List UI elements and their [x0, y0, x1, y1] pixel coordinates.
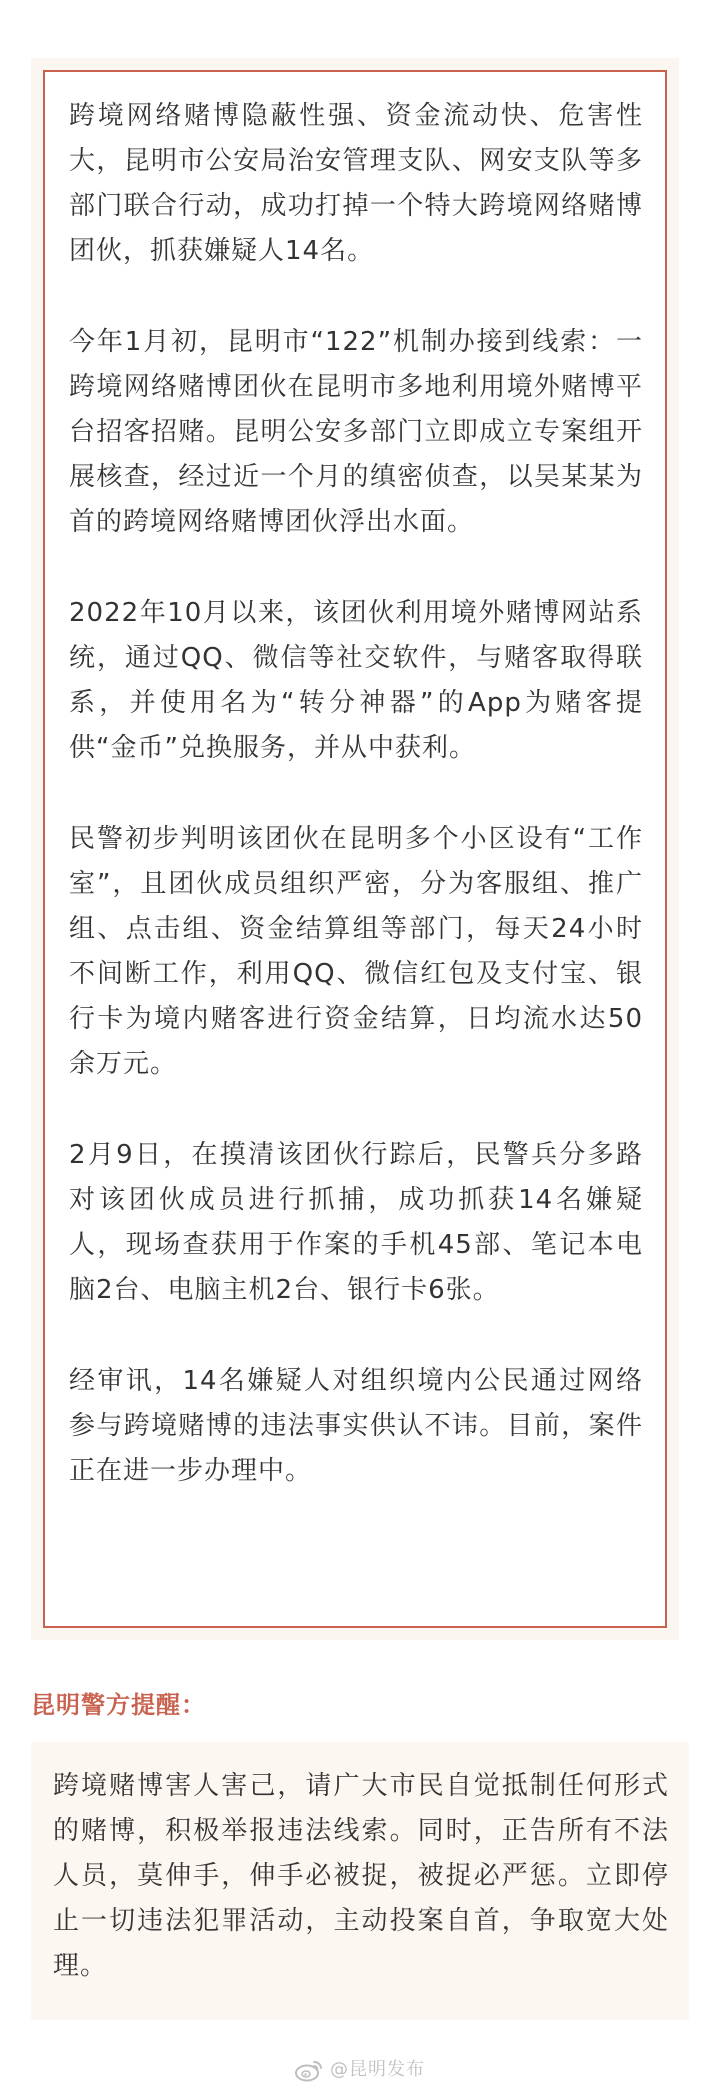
article-panel [31, 58, 679, 1640]
watermark-text: @昆明发布 [330, 2059, 425, 2080]
article-paragraph-5: 2月9日，在摸清该团伙行踪后，民警兵分多路对该团伙成员进行抓捕，成功抓获14名嫌疑人，现场查获用于作案的手机45部、笔记本电脑2台、电脑主机2台、银行卡6张。 [69, 1140, 643, 1305]
article-paragraph-3: 2022年10月以来，该团伙利用境外赌博网站系统，通过QQ、微信等社交软件，与赌客取得联系，并使用名为“转分神器”的App为赌客提供“金币”兑换服务，并从中获利。 [69, 598, 643, 763]
article-paragraph-4: 民警初步判明该团伙在昆明多个小区设有“工作室”，且团伙成员组织严密，分为客服组、推广组、点击组、资金结算组等部门，每天24小时不间断工作，利用QQ、微信红包及支付宝、银行卡为境内赌客进行资金结算，日均流水达50余万元。 [69, 824, 643, 1079]
reminder-title: 昆明警方提醒： [31, 1691, 206, 1719]
article-paragraph-1: 跨境网络赌博隐蔽性强、资金流动快、危害性大，昆明市公安局治安管理支队、网安支队等多部门联合行动，成功打掉一个特大跨境网络赌博团伙，抓获嫌疑人14名。 [69, 101, 643, 266]
weibo-watermark [294, 2058, 425, 2082]
article-paragraph-2: 今年1月初，昆明市“122”机制办接到线索：一跨境网络赌博团伙在昆明市多地利用境外赌博平台招客招赌。昆明公安多部门立即成立专案组开展核查，经过近一个月的缜密侦查，以吴某某为首的跨境网络赌博团伙浮出水面。 [69, 327, 643, 537]
article-box [43, 70, 667, 1628]
reminder-box [31, 1742, 689, 2020]
reminder-text: 跨境赌博害人害己，请广大市民自觉抵制任何形式的赌博，积极举报违法线索。同时，正告所有不法人员，莫伸手，伸手必被捉，被捉必严惩。立即停止一切违法犯罪活动，主动投案自首，争取宽大处理。 [53, 1771, 669, 1981]
weibo-icon [294, 2058, 324, 2082]
article-paragraph-6: 经审讯，14名嫌疑人对组织境内公民通过网络参与跨境赌博的违法事实供认不讳。目前，案件正在进一步办理中。 [69, 1366, 643, 1486]
